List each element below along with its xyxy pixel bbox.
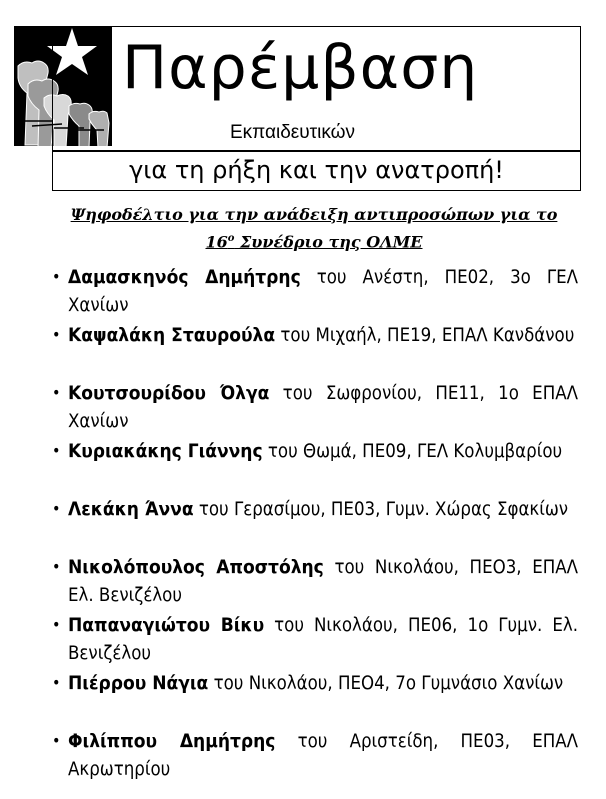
ballot-heading-superscript: ο [227, 233, 235, 244]
ballot-heading-number: 16 [205, 232, 228, 252]
candidate-details: του Νικολάου, ΠΕΟ4, 7ο Γυμνάσιο Χανίων [208, 673, 564, 694]
candidate-name: Κουτσουρίδου Όλγα [68, 382, 270, 404]
bullet-icon: • [52, 441, 61, 460]
candidate-item [48, 553, 578, 611]
candidate-item [48, 727, 578, 785]
bullet-icon: • [52, 557, 61, 576]
page-subtitle: Εκπαιδευτικών [230, 122, 355, 143]
bullet-icon: • [52, 731, 61, 750]
candidate-item [48, 263, 578, 321]
page-title: Παρέμβαση [122, 33, 479, 103]
bullet-icon: • [52, 499, 61, 518]
candidate-item [48, 437, 578, 495]
candidate-name: Κυριακάκης Γιάννης [68, 440, 263, 462]
candidate-details: του Σωφρονίου, ΠΕ11, 1ο ΕΠΑΛ Χανίων [68, 383, 578, 432]
slogan: για τη ρήξη και την ανατροπή! [129, 156, 504, 184]
candidate-name: Καψαλάκη Σταυρούλα [68, 324, 276, 346]
candidate-name: Δαμασκηνός Δημήτρης [68, 266, 301, 288]
ballot-heading-rest: Συνέδριο της ΟΛΜΕ [234, 232, 423, 252]
candidate-name: Πιέρρου Νάγια [68, 672, 209, 694]
candidate-details: του Θωμά, ΠΕ09, ΓΕΛ Κολυμβαρίου [262, 441, 563, 462]
candidate-details: του Νικολάου, ΠΕΟ3, ΕΠΑΛ Ελ. Βενιζέλου [68, 557, 579, 606]
candidate-item [48, 611, 578, 669]
candidate-list [48, 263, 578, 785]
bullet-icon: • [52, 673, 61, 692]
candidate-item [48, 669, 578, 727]
candidate-name: Παπαναγιώτου Βίκυ [68, 614, 265, 636]
bullet-icon: • [52, 383, 61, 402]
candidate-name: Φιλίππου Δημήτρης [68, 730, 276, 752]
bullet-icon: • [52, 615, 61, 634]
candidate-details: του Αριστείδη, ΠΕ03, ΕΠΑΛ Ακρωτηρίου [68, 731, 578, 780]
ballot-heading-line1: Ψηφοδέλτιο για την ανάδειξη αντιπροσώπων για το [70, 205, 558, 224]
bullet-icon: • [52, 325, 61, 344]
candidate-item [48, 379, 578, 437]
candidate-item [48, 321, 578, 379]
candidate-details: του Ανέστη, ΠΕ02, 3ο ΓΕΛ Χανίων [68, 267, 578, 316]
candidate-name: Νικολόπουλος Αποστόλης [68, 556, 324, 578]
candidate-details: του Μιχαήλ, ΠΕ19, ΕΠΑΛ Κανδάνου [275, 325, 575, 346]
candidate-name: Λεκάκη Άννα [68, 498, 194, 520]
ballot-heading [40, 203, 588, 254]
candidate-details: του Νικολάου, ΠΕ06, 1ο Γυμν. Ελ. Βενιζέλου [68, 615, 578, 664]
candidate-item [48, 495, 578, 553]
bullet-icon: • [52, 267, 61, 286]
candidate-details: του Γερασίμου, ΠΕ03, Γυμν. Χώρας Σφακίων [193, 499, 569, 520]
